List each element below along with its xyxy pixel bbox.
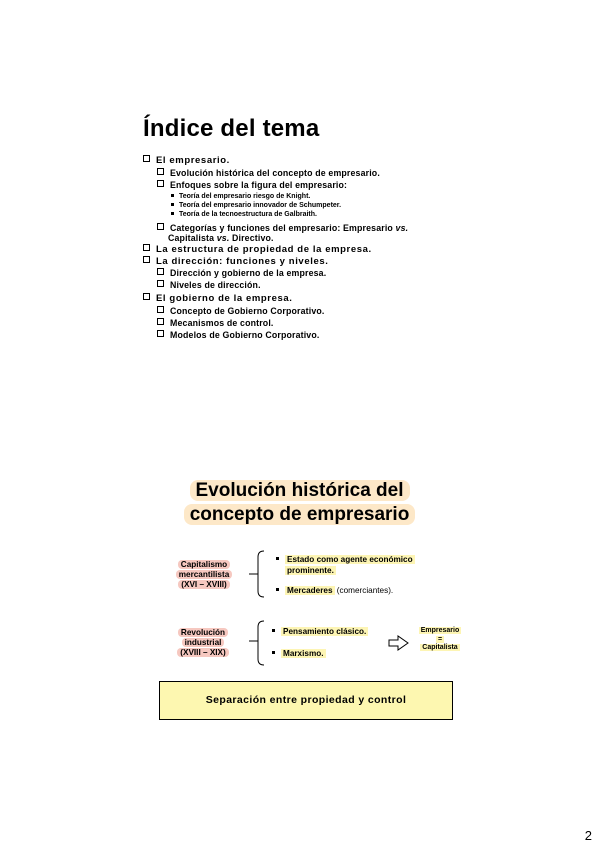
square-bullet-icon bbox=[276, 557, 279, 560]
list-item: Evolución histórica del concepto de empresario. bbox=[157, 168, 380, 178]
square-bullet-icon bbox=[272, 651, 275, 654]
point-estado: Estado como agente económico prominente. bbox=[276, 554, 415, 576]
list-item: Concepto de Gobierno Corporativo. bbox=[157, 306, 325, 316]
square-bullet-icon bbox=[276, 588, 279, 591]
list-item: Mecanismos de control. bbox=[157, 318, 274, 328]
list-item: Modelos de Gobierno Corporativo. bbox=[157, 330, 319, 340]
list-item: El empresario. bbox=[143, 155, 230, 166]
list-item: La estructura de propiedad de la empresa. bbox=[143, 244, 372, 255]
list-item: Enfoques sobre la figura del empresario: bbox=[157, 180, 347, 190]
list-item: Teoría del empresario riesgo de Knight. bbox=[171, 193, 310, 200]
slide2-title-line2: concepto de empresario bbox=[184, 504, 416, 525]
era-revolucion-industrial: Revolución industrial (XVIII – XIX) bbox=[160, 628, 246, 658]
list-item: Niveles de dirección. bbox=[157, 280, 261, 290]
list-item: Teoría del empresario innovador de Schumpeter. bbox=[171, 202, 341, 209]
point-pensamiento-clasico: Pensamiento clásico. bbox=[272, 627, 368, 636]
slide2-title-line1: Evolución histórica del bbox=[190, 480, 410, 501]
list-item: Dirección y gobierno de la empresa. bbox=[157, 268, 326, 278]
list-item: El gobierno de la empresa. bbox=[143, 293, 293, 304]
brace-era2 bbox=[258, 621, 264, 665]
era-capitalismo-mercantilista: Capitalismo mercantilista (XVI – XVIII) bbox=[160, 560, 248, 590]
empresario-capitalista-label: Empresario = Capitalista bbox=[420, 627, 460, 651]
list-item: Categorías y funciones del empresario: Empresario vs. Capitalista vs. Directivo. bbox=[157, 223, 408, 243]
page-number: 2 bbox=[584, 828, 592, 843]
right-arrow-icon bbox=[389, 636, 408, 650]
list-item: Teoría de la tecnoestructura de Galbraith. bbox=[171, 211, 317, 218]
conclusion-box: Separación entre propiedad y control bbox=[159, 681, 453, 720]
list-item: La dirección: funciones y niveles. bbox=[143, 256, 328, 267]
brace-era1 bbox=[258, 551, 264, 597]
point-mercaderes: Mercaderes (comerciantes). bbox=[276, 586, 393, 595]
slide1-title: Índice del tema bbox=[143, 115, 320, 142]
point-marxismo: Marxismo. bbox=[272, 649, 326, 658]
square-bullet-icon bbox=[272, 629, 275, 632]
